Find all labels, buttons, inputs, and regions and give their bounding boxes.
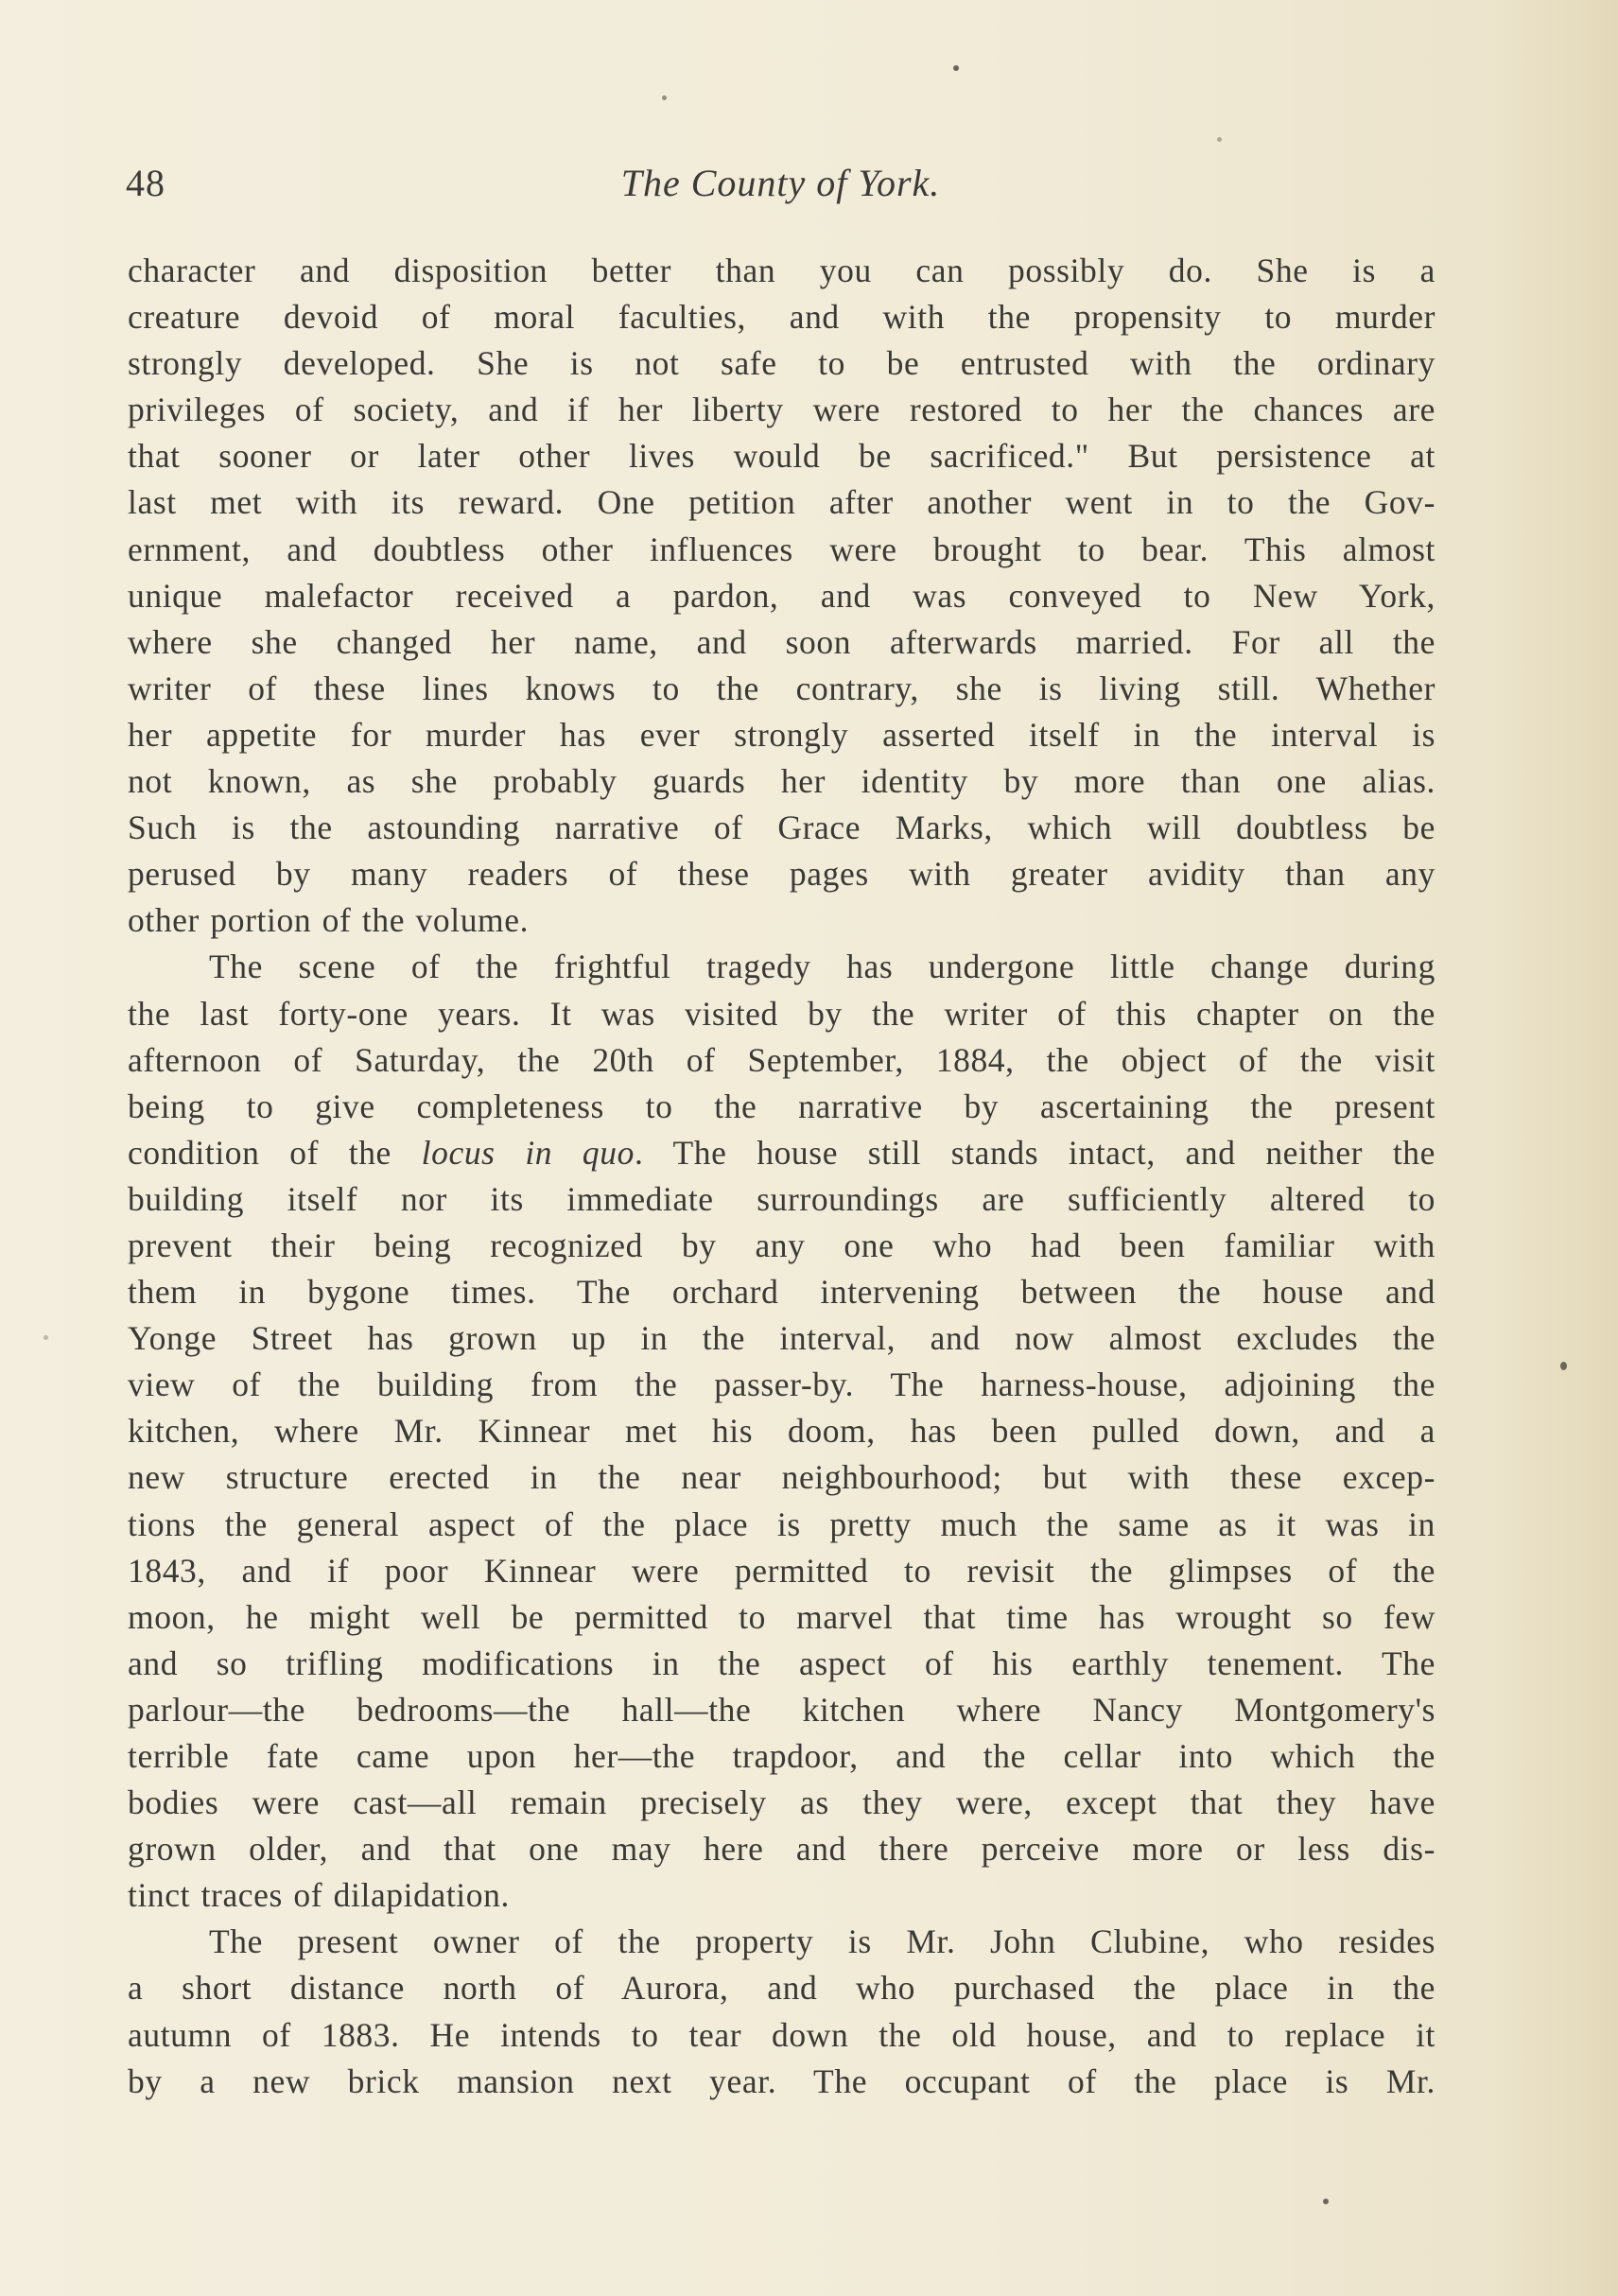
print-speck [1560, 1362, 1567, 1370]
text-line: tinct traces of dilapidation. [128, 1876, 510, 1915]
text-line: a short distance north of Aurora, and who purchased the place in the [128, 1969, 1435, 2008]
text-line: the last forty-one years. It was visited by the writer of this chapter on the [128, 994, 1435, 1033]
paragraph [128, 1919, 1435, 2104]
text-line: grown older, and that one may here and there perceive more or less dis- [128, 1830, 1435, 1869]
text-line: bodies were cast—all remain precisely as they were, except that they have [128, 1783, 1435, 1822]
print-speck [662, 96, 667, 100]
text-line: 1843, and if poor Kinnear were permitted to revisit the glimpses of the [128, 1551, 1435, 1590]
text-line: writer of these lines knows to the contrary, she is living still. Whether [128, 669, 1435, 707]
page-number: 48 [126, 162, 165, 204]
text-line: terrible fate came upon her—the trapdoor, and the cellar into which the [128, 1737, 1435, 1775]
text-line: building itself nor its immediate surroundings are sufficiently altered to [128, 1179, 1435, 1218]
text-line: kitchen, where Mr. Kinnear met his doom, has been pulled down, and a [128, 1412, 1435, 1451]
text-line: condition of the locus in quo. The house still stands intact, and neither the [128, 1133, 1436, 1172]
text-line: that sooner or later other lives would be sacrificed." But persistence at [128, 437, 1435, 476]
text-line: her appetite for murder has ever strongly asserted itself in the interval is [128, 715, 1435, 754]
running-head [126, 157, 1435, 214]
text-line: privileges of society, and if her liberty were restored to her the chances are [128, 391, 1435, 429]
paragraph [128, 248, 1435, 944]
running-title: The County of York. [620, 162, 941, 204]
text-line: last met with its reward. One petition after another went in to the Gov- [128, 483, 1435, 522]
text-line: new structure erected in the near neighbourhood; but with these excep- [128, 1458, 1435, 1497]
paragraph [128, 944, 1435, 1919]
text-line: not known, as she probably guards her identity by more than one alias. [128, 762, 1435, 801]
text-line: creature devoid of moral faculties, and with the propensity to murder [128, 298, 1435, 337]
text-line: Yonge Street has grown up in the interval, and now almost excludes the [128, 1319, 1435, 1358]
text-line: tions the general aspect of the place is pretty much the same as it was in [128, 1505, 1435, 1543]
text-line: prevent their being recognized by any one who had been familiar with [128, 1226, 1435, 1264]
text-line: and so trifling modifications in the aspect of his earthly tenement. The [128, 1644, 1435, 1682]
text-line: other portion of the volume. [128, 901, 530, 940]
text-line: autumn of 1883. He intends to tear down the old house, and to replace it [128, 2015, 1435, 2054]
text-line: afternoon of Saturday, the 20th of September, 1884, the object of the visit [128, 1040, 1435, 1079]
body-text [128, 248, 1435, 2105]
text-line: by a new brick mansion next year. The occupant of the place is Mr. [128, 2061, 1435, 2100]
print-speck [1217, 137, 1222, 142]
print-speck [953, 65, 959, 71]
print-speck [43, 1335, 48, 1340]
text-line: character and disposition better than you can possibly do. She is a [128, 252, 1435, 289]
text-line: moon, he might well be permitted to marvel that time has wrought so few [128, 1597, 1435, 1636]
text-line: ernment, and doubtless other influences were brought to bear. This almost [128, 530, 1435, 568]
text-line: The present owner of the property is Mr. John Clubine, who resides [209, 1922, 1435, 1961]
text-line: them in bygone times. The orchard intervening between the house and [128, 1273, 1435, 1312]
print-speck [1323, 2199, 1329, 2204]
text-line: parlour—the bedrooms—the hall—the kitchen where Nancy Montgomery's [128, 1690, 1435, 1729]
text-line: where she changed her name, and soon afterwards married. For all the [128, 622, 1435, 661]
text-line: view of the building from the passer-by. The harness-house, adjoining the [128, 1365, 1435, 1404]
text-line: Such is the astounding narrative of Grace Marks, which will doubtless be [128, 809, 1435, 847]
text-line: unique malefactor received a pardon, and was conveyed to New York, [128, 576, 1435, 615]
text-line: The scene of the frightful tragedy has undergone little change during [209, 948, 1435, 986]
text-line: being to give completeness to the narrative by ascertaining the present [128, 1087, 1435, 1125]
text-line: strongly developed. She is not safe to be entrusted with the ordinary [128, 344, 1435, 383]
text-line: perused by many readers of these pages with greater avidity than any [128, 855, 1435, 894]
